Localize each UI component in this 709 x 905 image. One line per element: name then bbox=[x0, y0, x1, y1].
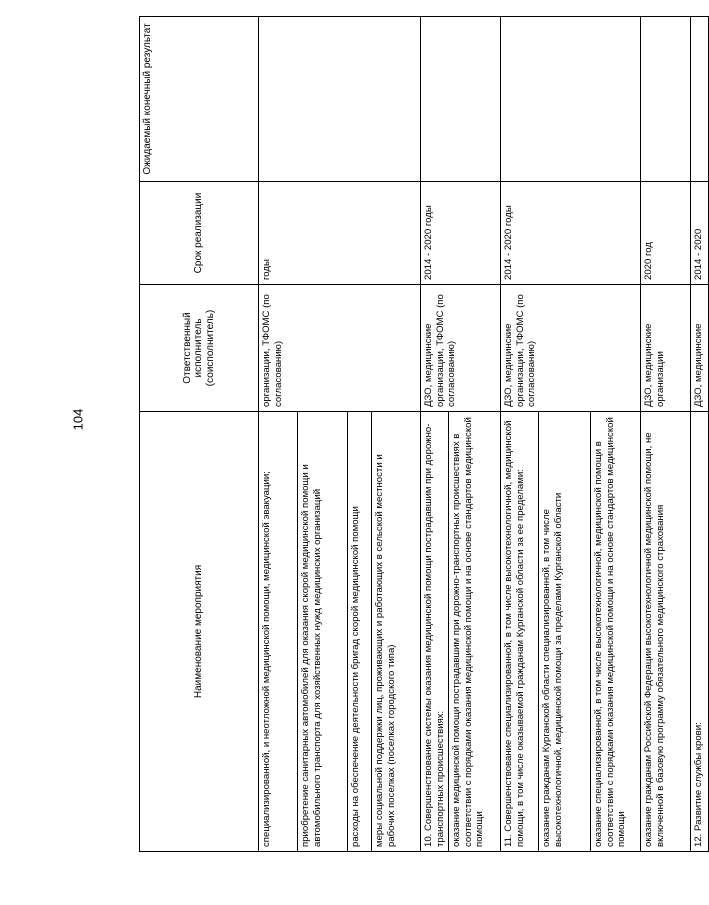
table-row bbox=[501, 17, 539, 852]
cell-name: 10. Совершенствование системы оказания медицинской помощи пострадавшим при дорожно-транспортных происшествиях: bbox=[421, 412, 449, 852]
cell-name: оказание гражданам Российской Федерации высокотехнологичной медицинской помощи, не включенной в базовую программу обязательного медицинского страхования bbox=[641, 412, 691, 852]
cell-name: 12. Развитие службы крови: bbox=[691, 412, 709, 852]
cell-result bbox=[501, 17, 641, 182]
cell-name: специализированной, и неотложной медицинской помощи, медицинской эвакуации; bbox=[259, 412, 298, 852]
measures-table bbox=[139, 16, 709, 852]
cell-result bbox=[421, 17, 501, 182]
header-result: Ожидаемый конечный результат bbox=[140, 17, 259, 182]
cell-name: оказание медицинской помощи пострадавшим при дорожно-транспортных происшествиях в соответствии с порядками оказания медицинской помощи и на основе стандартов медицинской помощи bbox=[449, 412, 501, 852]
cell-executor: организации, ТФОМС (по согласованию) bbox=[259, 285, 421, 412]
cell-result bbox=[259, 17, 421, 182]
cell-executor: ДЗО, медицинские bbox=[691, 285, 709, 412]
cell-executor: ДЗО, медицинские организации, ТФОМС (по согласованию) bbox=[501, 285, 641, 412]
page-number: 104 bbox=[70, 408, 86, 431]
cell-executor: ДЗО, медицинские организации, ТФОМС (по согласованию) bbox=[421, 285, 501, 412]
cell-name: оказание гражданам Курганской области специализированной, в том числе высокотехнологичной, медицинской помощи за пределами Курганской области bbox=[539, 412, 591, 852]
cell-name: оказание специализированной, в том числе высокотехнологичной, медицинской помощи в соответствии с порядками оказания медицинской помощи и на основе стандартов медицинской помощи bbox=[591, 412, 641, 852]
cell-name: меры социальной поддержки лиц, проживающих и работающих в сельской местности и рабочих поселках (поселках городского типа) bbox=[372, 412, 421, 852]
cell-term: 2020 год bbox=[641, 182, 691, 285]
cell-executor: ДЗО, медицинские организации bbox=[641, 285, 691, 412]
table-row bbox=[691, 17, 709, 852]
cell-name: расходы на обеспечение деятельности бригад скорой медицинской помощи bbox=[348, 412, 372, 852]
cell-name: приобретение санитарных автомобилей для оказания скорой медицинской помощи и автомобильного транспорта для хозяйственных нужд медицинских организаций bbox=[298, 412, 348, 852]
cell-term: 2014 - 2020 bbox=[691, 182, 709, 285]
cell-term: 2014 - 2020 годы bbox=[501, 182, 641, 285]
header-name: Наименование мероприятия bbox=[140, 412, 259, 852]
header-term: Срок реализации bbox=[140, 182, 259, 285]
cell-term: 2014 - 2020 годы bbox=[421, 182, 501, 285]
cell-term: годы bbox=[259, 182, 421, 285]
cell-name: 11. Совершенствование специализированной, в том числе высокотехнологичной, медицинской помощи, в том числе оказываемой гражданам Курганской области за ее пределами: bbox=[501, 412, 539, 852]
rotated-table-container bbox=[139, 17, 704, 852]
table-row bbox=[641, 17, 691, 852]
table-header-row bbox=[140, 17, 259, 852]
cell-result bbox=[691, 17, 709, 182]
cell-result bbox=[641, 17, 691, 182]
table-row bbox=[421, 17, 449, 852]
header-executor: Ответственный исполнитель (соисполнитель) bbox=[140, 285, 259, 412]
table-row bbox=[259, 17, 298, 852]
